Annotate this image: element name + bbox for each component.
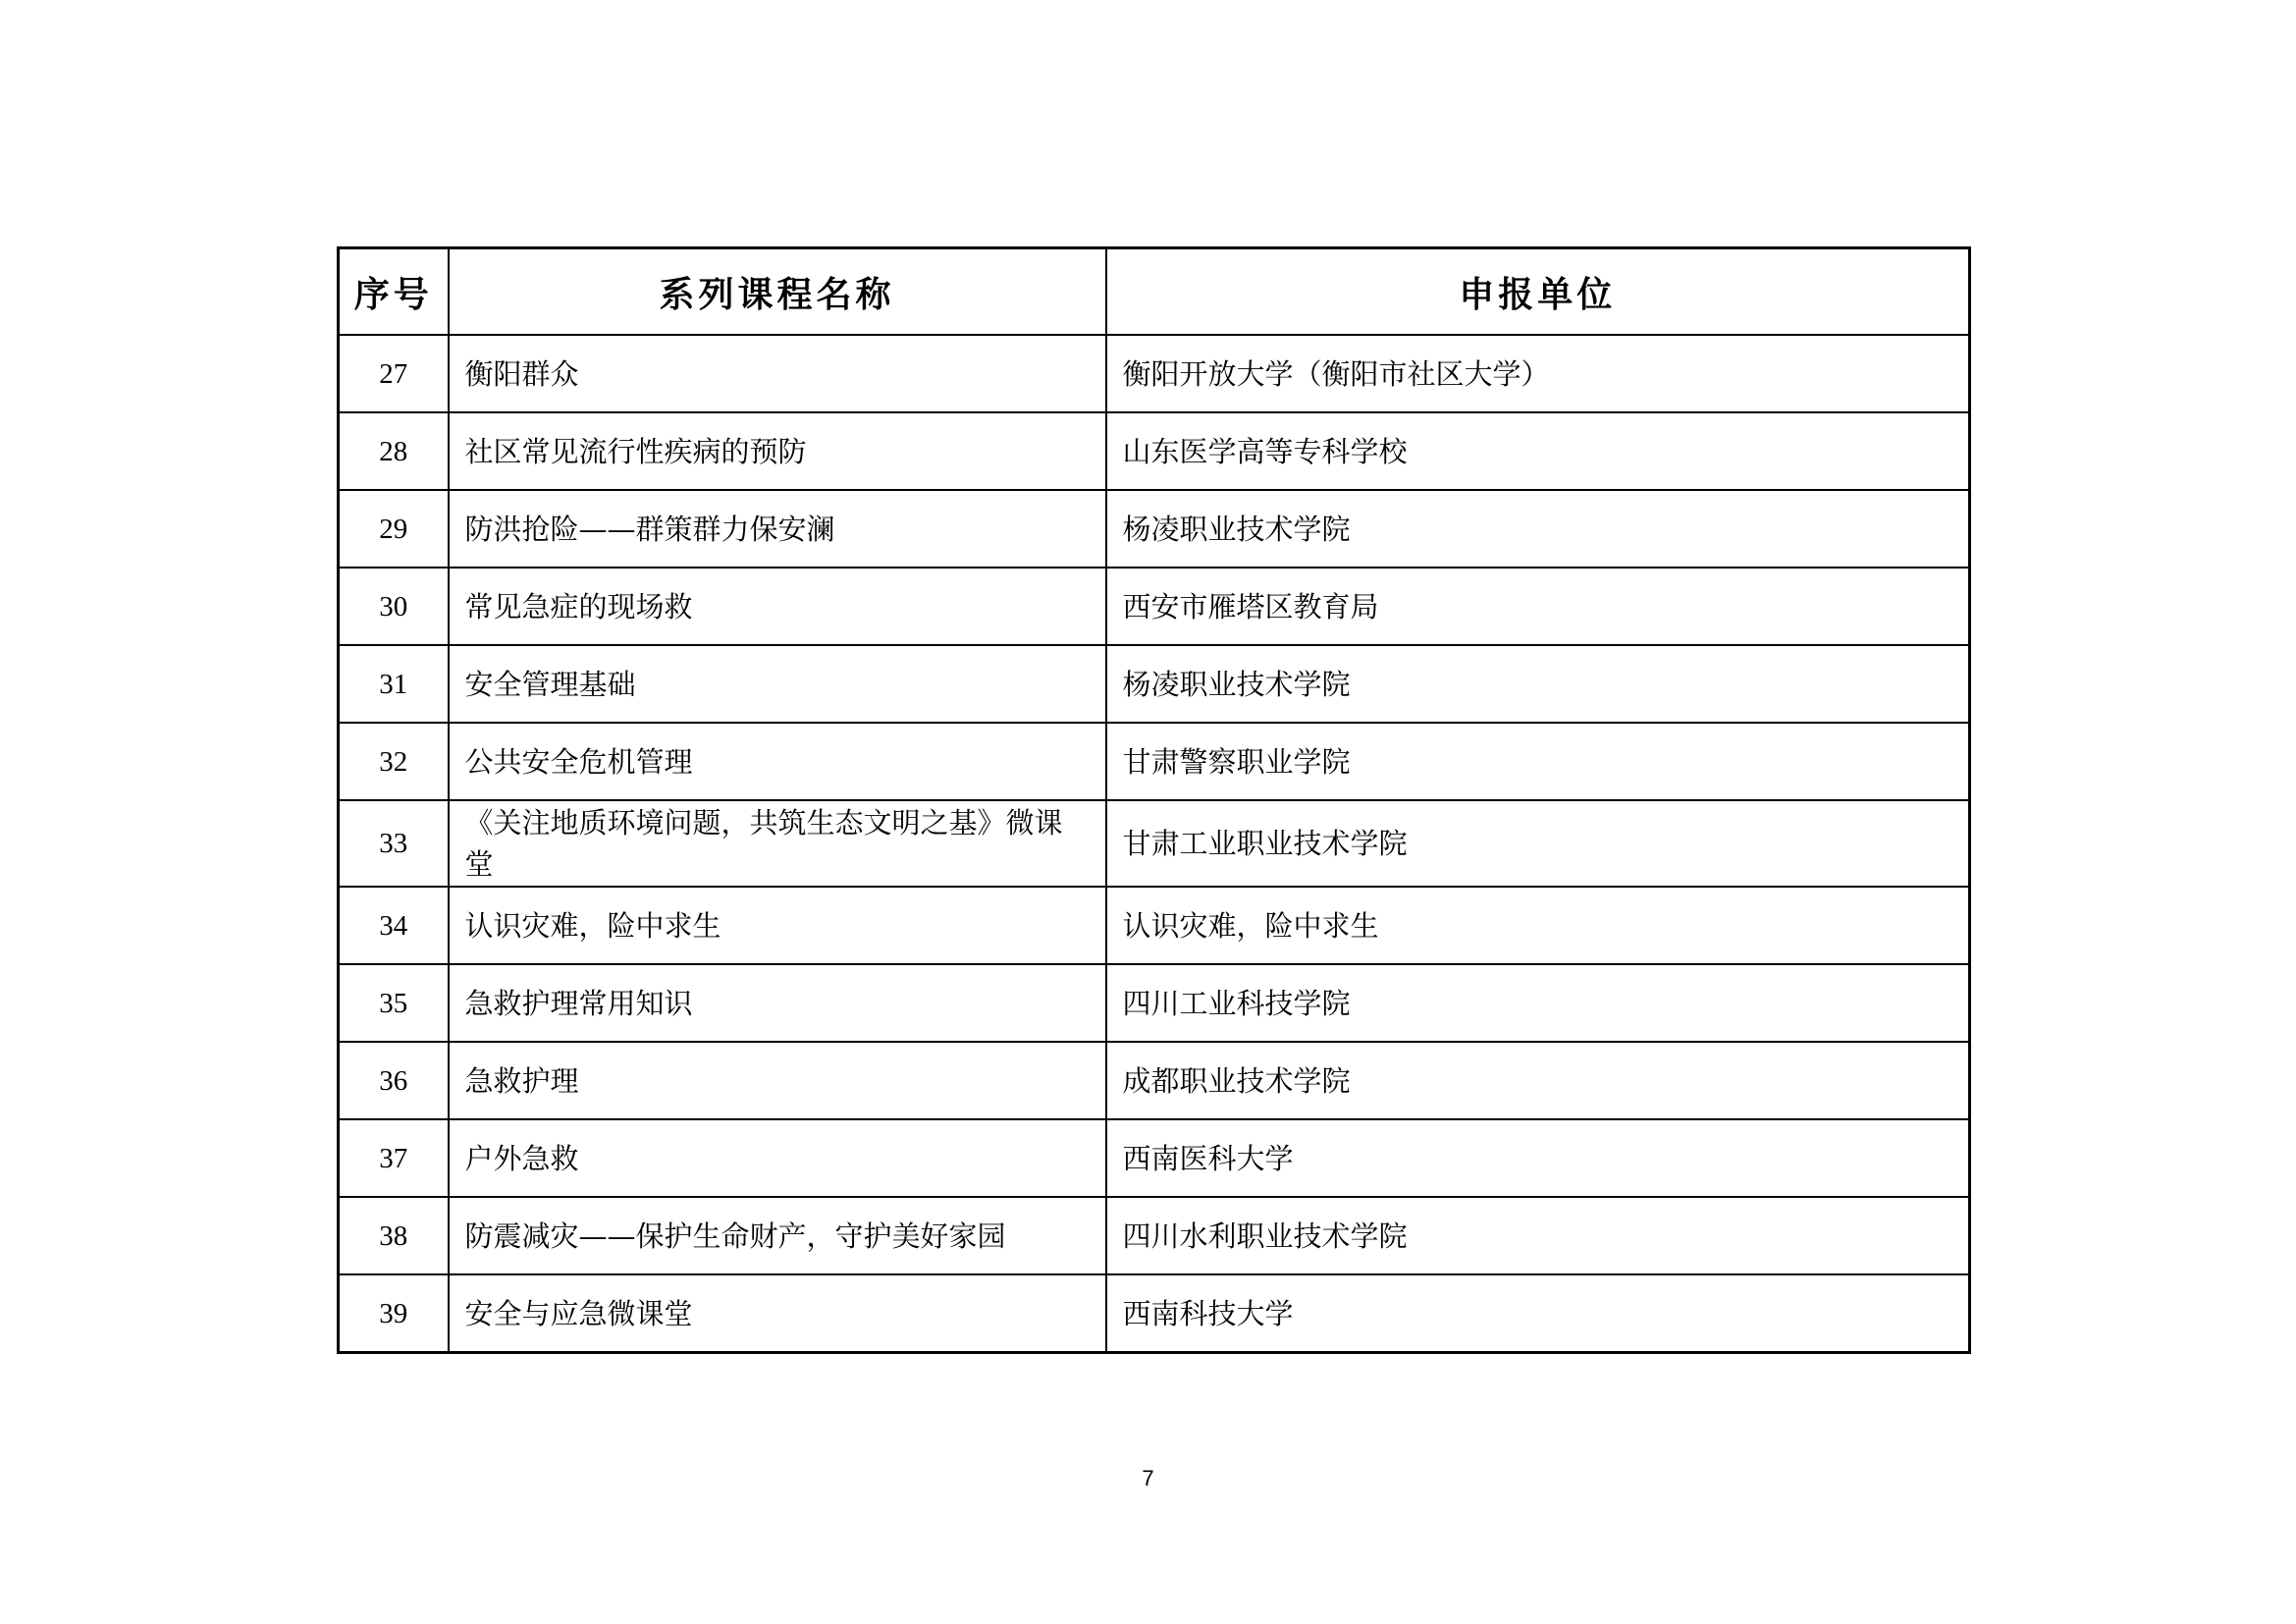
row-course-name: 防洪抢险——群策群力保安澜 (449, 490, 1106, 568)
row-no: 32 (339, 723, 449, 800)
row-course-name: 公共安全危机管理 (449, 723, 1106, 800)
table-row (339, 490, 1970, 568)
row-course-name: 急救护理 (449, 1042, 1106, 1119)
row-no: 35 (339, 964, 449, 1042)
row-no: 27 (339, 335, 449, 412)
row-unit: 杨凌职业技术学院 (1106, 645, 1970, 723)
row-unit: 甘肃工业职业技术学院 (1106, 800, 1970, 887)
row-unit: 甘肃警察职业学院 (1106, 723, 1970, 800)
row-no: 28 (339, 412, 449, 490)
row-unit: 山东医学高等专科学校 (1106, 412, 1970, 490)
table-row (339, 335, 1970, 412)
row-course-name: 认识灾难，险中求生 (449, 887, 1106, 964)
row-unit: 四川工业科技学院 (1106, 964, 1970, 1042)
row-course-name: 户外急救 (449, 1119, 1106, 1197)
row-course-name: 常见急症的现场救 (449, 568, 1106, 645)
row-unit: 成都职业技术学院 (1106, 1042, 1970, 1119)
row-unit: 认识灾难，险中求生 (1106, 887, 1970, 964)
row-no: 36 (339, 1042, 449, 1119)
row-course-name: 衡阳群众 (449, 335, 1106, 412)
row-unit: 西南科技大学 (1106, 1274, 1970, 1353)
row-no: 30 (339, 568, 449, 645)
table-row (339, 645, 1970, 723)
row-course-name: 急救护理常用知识 (449, 964, 1106, 1042)
table-row (339, 723, 1970, 800)
row-unit: 四川水利职业技术学院 (1106, 1197, 1970, 1274)
table-row (339, 1197, 1970, 1274)
row-no: 37 (339, 1119, 449, 1197)
table-row (339, 887, 1970, 964)
table-row (339, 1119, 1970, 1197)
row-course-name: 防震减灾——保护生命财产，守护美好家园 (449, 1197, 1106, 1274)
page-number: 7 (1142, 1466, 1154, 1490)
table-header-row (339, 248, 1970, 336)
row-unit: 西安市雁塔区教育局 (1106, 568, 1970, 645)
row-no: 29 (339, 490, 449, 568)
table-row (339, 964, 1970, 1042)
row-no: 33 (339, 800, 449, 887)
row-course-name: 社区常见流行性疾病的预防 (449, 412, 1106, 490)
header-unit: 申报单位 (1106, 248, 1970, 336)
row-unit: 衡阳开放大学（衡阳市社区大学） (1106, 335, 1970, 412)
table-row (339, 1042, 1970, 1119)
row-no: 31 (339, 645, 449, 723)
row-unit: 西南医科大学 (1106, 1119, 1970, 1197)
row-course-name: 《关注地质环境问题，共筑生态文明之基》微课堂 (449, 800, 1106, 887)
header-no: 序号 (339, 248, 449, 336)
row-no: 38 (339, 1197, 449, 1274)
row-course-name: 安全管理基础 (449, 645, 1106, 723)
table-row (339, 412, 1970, 490)
row-course-name: 安全与应急微课堂 (449, 1274, 1106, 1353)
row-unit: 杨凌职业技术学院 (1106, 490, 1970, 568)
table-row (339, 568, 1970, 645)
row-no: 39 (339, 1274, 449, 1353)
table-row (339, 800, 1970, 887)
row-no: 34 (339, 887, 449, 964)
header-course-name: 系列课程名称 (449, 248, 1106, 336)
table-row (339, 1274, 1970, 1353)
course-table (337, 246, 1971, 1354)
